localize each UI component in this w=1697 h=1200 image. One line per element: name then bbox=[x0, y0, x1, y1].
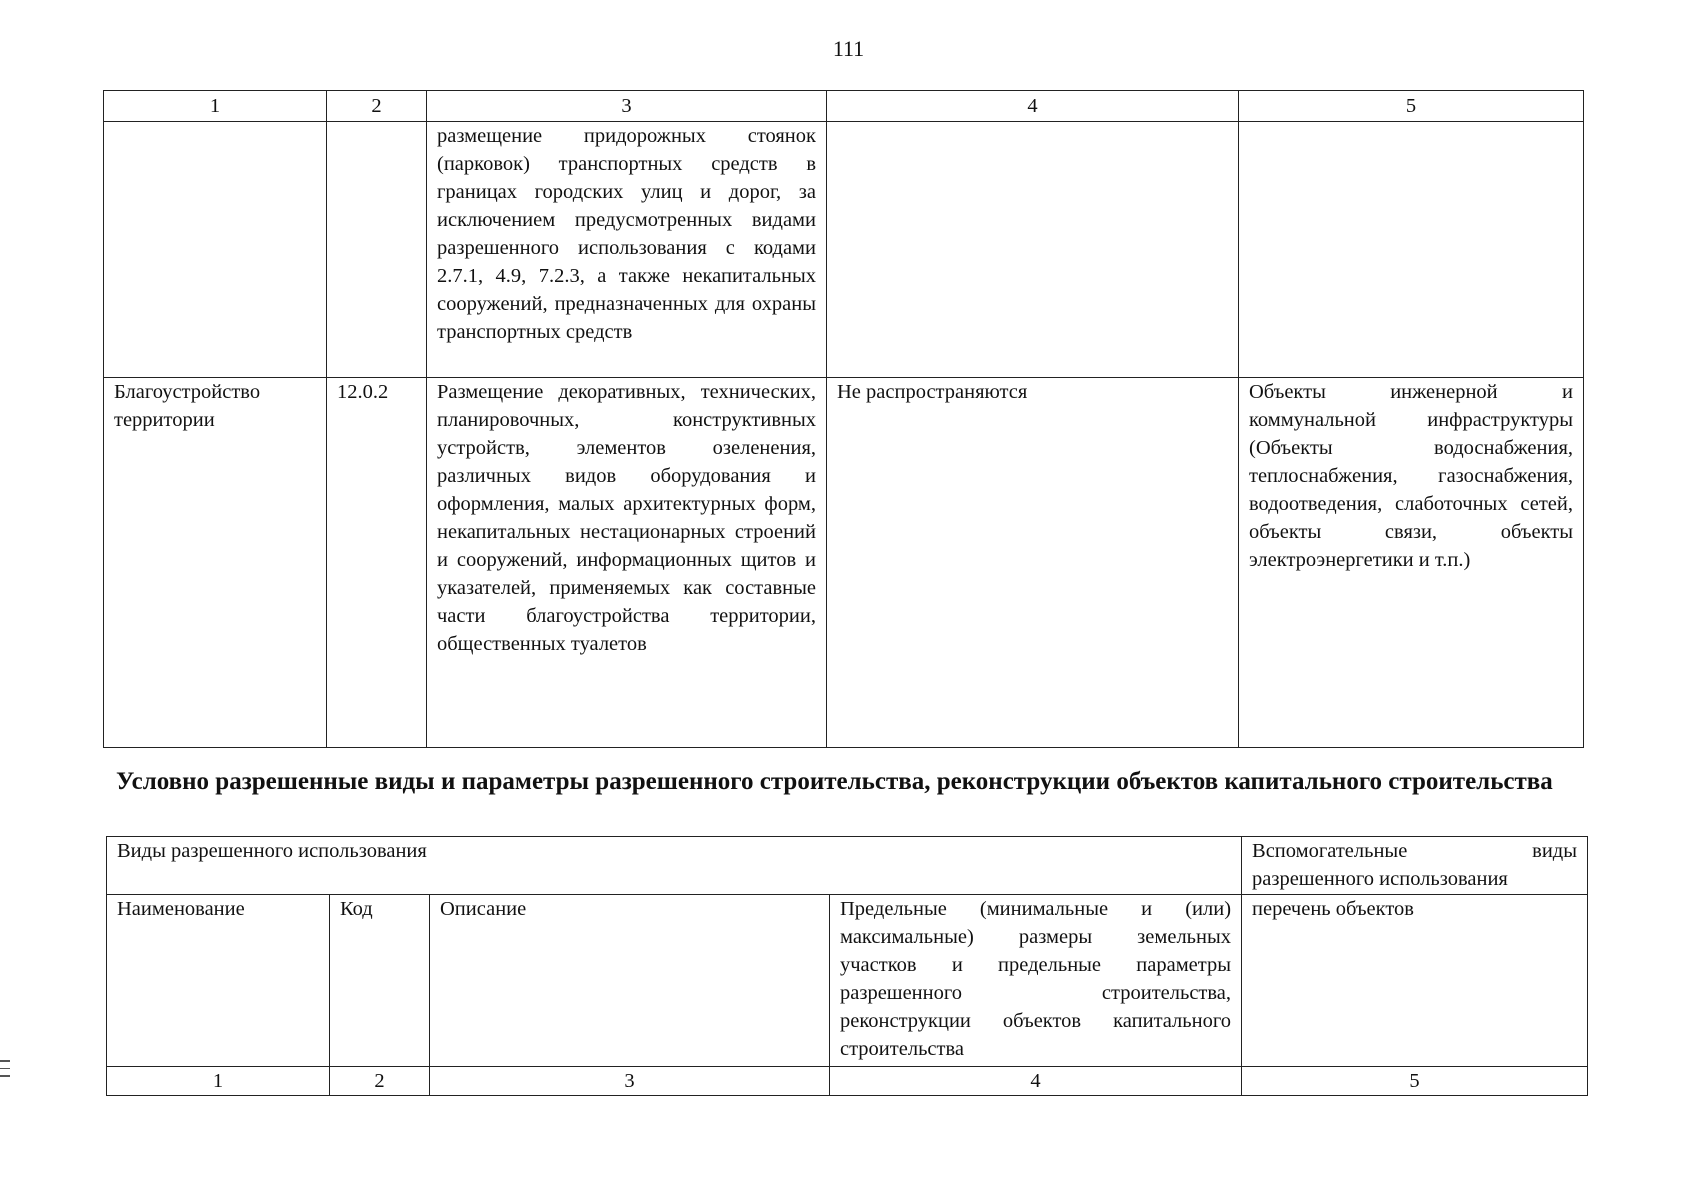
column-number-row bbox=[104, 91, 1584, 122]
use-description-cell: размещение придорожных стоянок (парковок) транспортных средств в границах городских улиц и дорог, за исключением предусмотренных видами разрешенного использования с кодами 2.7.1, 4.9, 7.2.3, а также некапитальных сооружений, предназначенных для охраны транспортных средств bbox=[427, 122, 827, 378]
column-number: 1 bbox=[107, 1067, 330, 1096]
use-name-cell: Благоустройство территории bbox=[104, 378, 327, 748]
name-column-header: Наименование bbox=[107, 895, 330, 1067]
use-name-cell bbox=[104, 122, 327, 378]
column-number: 5 bbox=[1242, 1067, 1588, 1096]
column-number: 3 bbox=[427, 91, 827, 122]
auxiliary-uses-cell: Объекты инженерной и коммунальной инфраструктуры (Объекты водоснабжения, теплоснабжения, газоснабжения, водоотведения, слаботочных сетей, объекты связи, объекты электроэнергетики и т.п.) bbox=[1239, 378, 1584, 748]
column-number: 4 bbox=[827, 91, 1239, 122]
use-code-cell bbox=[327, 122, 427, 378]
group-header-row bbox=[107, 837, 1588, 895]
land-use-table-continued bbox=[103, 90, 1584, 748]
table-row bbox=[104, 122, 1584, 378]
code-column-header: Код bbox=[330, 895, 430, 1067]
parameters-column-header: Предельные (минимальные и (или) максимальные) размеры земельных участков и предельные параметры разрешенного строительства, реконструкции объектов капитального строительства bbox=[830, 895, 1242, 1067]
column-number: 1 bbox=[104, 91, 327, 122]
column-number: 5 bbox=[1239, 91, 1584, 122]
page-number: 111 bbox=[832, 36, 865, 61]
column-number: 3 bbox=[430, 1067, 830, 1096]
table-row bbox=[104, 378, 1584, 748]
auxiliary-column-header: перечень объектов bbox=[1242, 895, 1588, 1067]
column-number-row bbox=[107, 1067, 1588, 1096]
auxiliary-uses-group-header: Вспомогательные виды разрешенного использования bbox=[1242, 837, 1588, 895]
scan-edge-marks bbox=[0, 1060, 12, 1083]
use-description-cell: Размещение декоративных, технических, планировочных, конструктивных устройств, элементов озеленения, различных видов оборудования и оформления, малых архитектурных форм, некапитальных нестационарных строений и сооружений, информационных щитов и указателей, применяемых как составные части благоустройства территории, общественных туалетов bbox=[427, 378, 827, 748]
use-code-cell: 12.0.2 bbox=[327, 378, 427, 748]
parameters-cell: Не распространяются bbox=[827, 378, 1239, 748]
column-number: 2 bbox=[327, 91, 427, 122]
permitted-uses-group-header: Виды разрешенного использования bbox=[107, 837, 1242, 895]
column-header-row bbox=[107, 895, 1588, 1067]
auxiliary-uses-cell bbox=[1239, 122, 1584, 378]
section-heading: Условно разрешенные виды и параметры разрешенного строительства, реконструкции объектов капитального строительства bbox=[116, 768, 1553, 795]
description-column-header: Описание bbox=[430, 895, 830, 1067]
column-number: 4 bbox=[830, 1067, 1242, 1096]
column-number: 2 bbox=[330, 1067, 430, 1096]
parameters-cell bbox=[827, 122, 1239, 378]
conditional-use-table bbox=[106, 836, 1588, 1096]
